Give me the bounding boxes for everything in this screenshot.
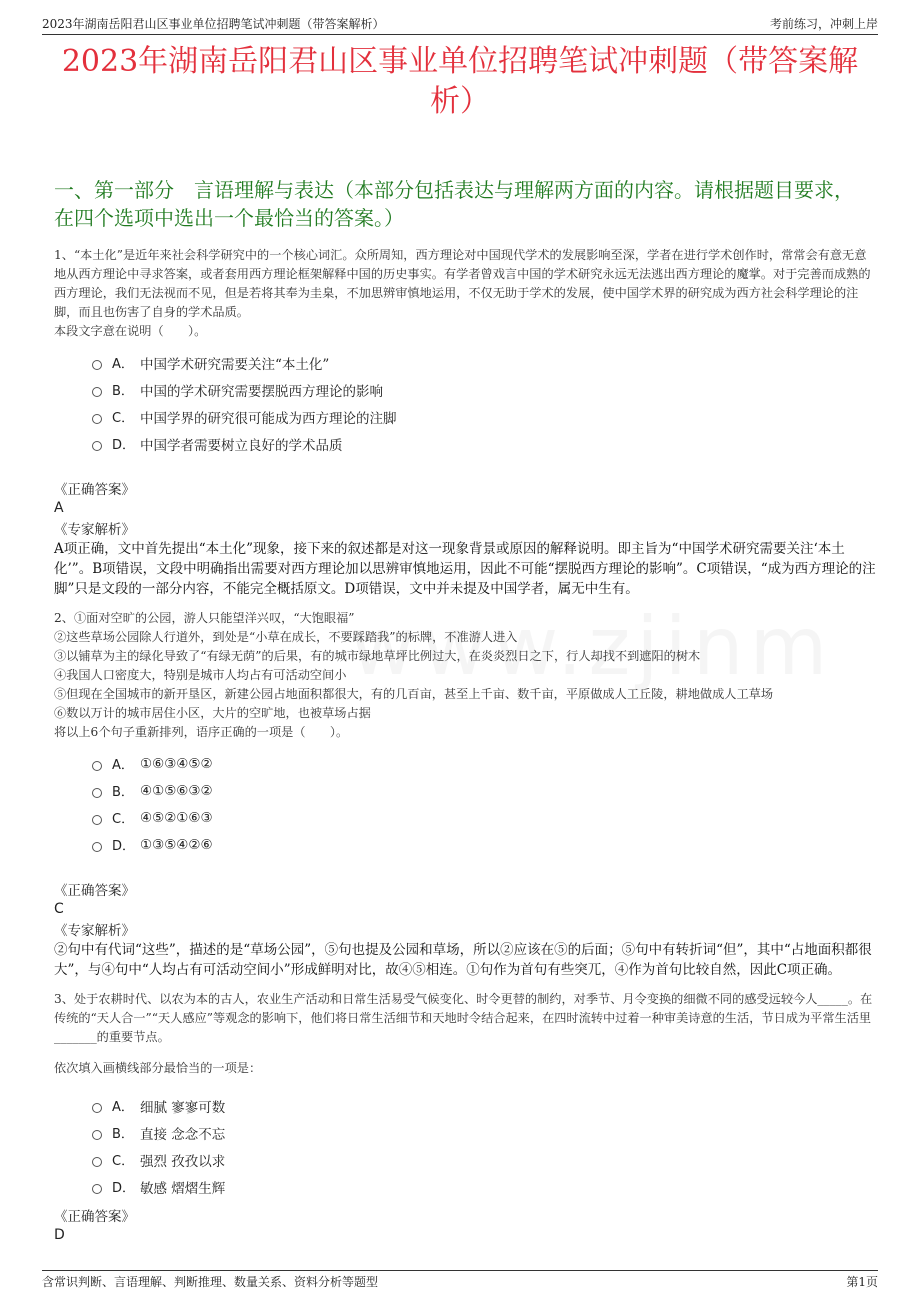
radio-icon[interactable]	[92, 360, 102, 370]
option-letter: B．	[112, 384, 134, 399]
radio-icon[interactable]	[92, 788, 102, 798]
option-letter: D．	[112, 1181, 136, 1196]
stem-line: 2、①面对空旷的公园，游人只能望洋兴叹，“大饱眼福”	[54, 611, 355, 625]
stem-prompt: 依次填入画横线部分最恰当的一项是：	[54, 1061, 262, 1075]
answer-label: 《正确答案》	[54, 482, 135, 498]
option-c[interactable]	[92, 403, 878, 430]
option-c[interactable]	[92, 1146, 878, 1173]
page-number: 第1页	[846, 1275, 878, 1289]
option-letter: C．	[112, 411, 135, 426]
option-text: 中国学术研究需要关注“本土化”	[140, 356, 330, 373]
radio-icon[interactable]	[92, 387, 102, 397]
option-b[interactable]	[92, 376, 878, 403]
answer-value: C	[54, 901, 64, 917]
option-letter: A．	[112, 758, 134, 773]
option-text: 中国学者需要树立良好的学术品质	[140, 437, 343, 454]
question-1	[54, 246, 878, 599]
stem-paragraph: 1、“本土化”是近年来社会科学研究中的一个核心词汇。众所周知，西方理论对中国现代学术的发展影响至深，学者在进行学术创作时，常常会有意无意地从西方理论中寻求答案，或者套用西方理论框架解释中国的历史事实。有学者曾戏言中国的学术研究永远无法逃出西方理论的魔掌。对于完善而成熟的西方理论，我们无法视而不见，但是若将其奉为圭臬，不加思辨审慎地运用，不仅无助于学术的发展，使中国学术界的研究成为西方社会科学理论的注脚，而且也伤害了自身的学术品质。	[54, 248, 871, 319]
radio-icon[interactable]	[92, 815, 102, 825]
question-list	[54, 246, 878, 1248]
option-text: 中国学界的研究很可能成为西方理论的注脚	[140, 410, 397, 427]
question-stem	[54, 246, 878, 341]
stem-line: ⑤但现在全国城市的新开垦区，新建公园占地面积都很大，有的几百亩，甚至上千亩、数千亩，平原做成人工丘陵，耕地做成人工草场	[54, 687, 774, 701]
radio-icon[interactable]	[92, 414, 102, 424]
option-list	[92, 750, 878, 858]
explanation: ②句中有代词“这些”，描述的是“草场公园”，⑤句也提及公园和草场，所以②应该在⑤的后面；⑤句中有转折词“但”，其中“占地面积都很大”，与④句中“人均占有可活动空间小”形成鲜明对比，故④⑤相连。①句作为首句有些突兀，④作为首句比较自然，因此C项正确。	[54, 942, 872, 978]
expert-label: 《专家解析》	[54, 923, 135, 939]
option-b[interactable]	[92, 777, 878, 804]
option-letter: A．	[112, 1100, 134, 1115]
explanation: A项正确，文中首先提出“本土化”现象，接下来的叙述都是对这一现象背景或原因的解释说明。即主旨为“中国学术研究需要关注‘本土化’”。B项错误，文段中明确指出需要对西方理论加以思辨审慎地运用，因此不可能“摆脱西方理论的影响”。C项错误，“成为西方理论的注脚”只是文段的一部分内容，不能完全概括原文。D项错误，文中并未提及中国学者，属无中生有。	[54, 541, 876, 597]
stem-line: ⑥数以万计的城市居住小区，大片的空旷地，也被草场占据	[54, 706, 371, 720]
radio-icon[interactable]	[92, 1130, 102, 1140]
header-doc-title: 2023年湖南岳阳君山区事业单位招聘笔试冲刺题（带答案解析）	[42, 17, 385, 31]
option-text: 直接 念念不忘	[140, 1126, 226, 1143]
option-text: ④①⑤⑥③②	[140, 782, 213, 799]
option-d[interactable]	[92, 430, 878, 457]
option-letter: B．	[112, 1127, 134, 1142]
option-d[interactable]	[92, 831, 878, 858]
option-a[interactable]	[92, 750, 878, 777]
section-heading: 一、第一部分 言语理解与表达（本部分包括表达与理解两方面的内容。请根据题目要求，在四个选项中选出一个最恰当的答案。）	[54, 178, 854, 230]
radio-icon[interactable]	[92, 1103, 102, 1113]
stem-line: ②这些草场公园除人行道外，到处是“小草在成长，不要踩踏我”的标牌，不准游人进入	[54, 630, 518, 644]
radio-icon[interactable]	[92, 1184, 102, 1194]
option-letter: D．	[112, 839, 136, 854]
option-text: ①③⑤④②⑥	[140, 836, 213, 853]
answer-value: A	[54, 500, 64, 516]
page-title: 2023年湖南岳阳君山区事业单位招聘笔试冲刺题（带答案解析）	[61, 44, 859, 119]
stem-prompt: 本段文字意在说明（ ）。	[54, 324, 207, 338]
radio-icon[interactable]	[92, 441, 102, 451]
question-stem	[54, 609, 878, 742]
option-text: 敏感 熠熠生辉	[140, 1180, 226, 1197]
page-footer	[42, 1270, 878, 1293]
option-list	[92, 1092, 878, 1200]
footer-topics: 含常识判断、言语理解、判断推理、数量关系、资料分析等题型	[42, 1275, 379, 1289]
option-list	[92, 349, 878, 457]
answer-label: 《正确答案》	[54, 1209, 135, 1225]
option-text: 细腻 寥寥可数	[140, 1099, 226, 1116]
option-a[interactable]	[92, 349, 878, 376]
answer-value: D	[54, 1227, 65, 1243]
option-letter: C．	[112, 812, 135, 827]
option-letter: D．	[112, 438, 136, 453]
question-stem	[54, 990, 878, 1078]
option-text: 强烈 孜孜以求	[140, 1153, 226, 1170]
option-c[interactable]	[92, 804, 878, 831]
stem-line: ③以铺草为主的绿化导致了“有绿无荫”的后果，有的城市绿地草坪比例过大，在炎炎烈日之下，行人却找不到遮阳的树木	[54, 649, 701, 663]
radio-icon[interactable]	[92, 842, 102, 852]
radio-icon[interactable]	[92, 1157, 102, 1167]
option-d[interactable]	[92, 1173, 878, 1200]
option-text: 中国的学术研究需要摆脱西方理论的影响	[140, 383, 383, 400]
option-b[interactable]	[92, 1119, 878, 1146]
answer-label: 《正确答案》	[54, 883, 135, 899]
option-letter: C．	[112, 1154, 135, 1169]
option-text: ①⑥③④⑤②	[140, 755, 213, 772]
radio-icon[interactable]	[92, 761, 102, 771]
option-letter: B．	[112, 785, 134, 800]
option-text: ④⑤②①⑥③	[140, 809, 213, 826]
question-3	[54, 990, 878, 1244]
option-letter: A．	[112, 357, 134, 372]
stem-prompt: 将以上6个句子重新排列，语序正确的一项是（ ）。	[54, 725, 349, 739]
expert-label: 《专家解析》	[54, 522, 135, 538]
page-header	[42, 10, 878, 35]
question-2	[54, 609, 878, 980]
header-slogan: 考前练习，冲刺上岸	[769, 17, 878, 31]
stem-line: ④我国人口密度大，特别是城市人均占有可活动空间小	[54, 668, 347, 682]
stem-paragraph: 3、处于农耕时代、以农为本的古人，农业生产活动和日常生活易受气候变化、时令更替的制约，对季节、月令变换的细微不同的感受远较今人_____。在传统的“天人合一”“天人感应”等观念的影响下，他们将日常生活细节和天地时令结合起来，在四时流转中过着一种审美诗意的生活，节日成为平常生活里_______的重要节点。	[54, 992, 873, 1044]
option-a[interactable]	[92, 1092, 878, 1119]
